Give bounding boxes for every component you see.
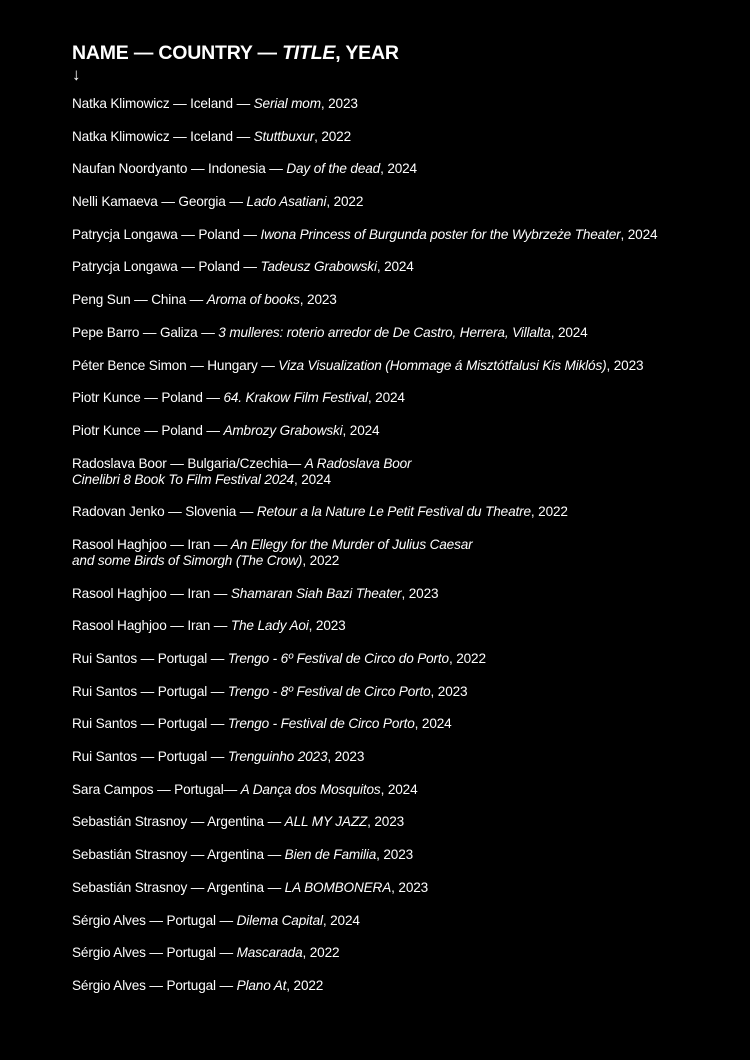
list-item [72, 292, 742, 308]
entry-year: , 2023 [367, 814, 405, 830]
list-item [72, 978, 742, 994]
list-item [72, 684, 742, 700]
list-item [72, 945, 742, 961]
entry-year: , 2023 [376, 847, 414, 863]
entry-author-country: Naufan Noordyanto — Indonesia — [72, 161, 287, 177]
entry-year: , 2023 [391, 879, 429, 895]
list-item [72, 651, 742, 667]
entry-title: 64. Krakow Film Festival [223, 390, 368, 406]
entry-author-country: Rui Santos — Portugal — [72, 651, 228, 666]
entry-second-line [72, 553, 742, 569]
entry-author-country: Rui Santos — Portugal — [72, 716, 228, 732]
entry-title: Shamaran Siah Bazi Theater [230, 585, 402, 601]
entry-year: , 2023 [327, 749, 365, 765]
entry-author-country: Pepe Barro — Galiza — [72, 324, 219, 340]
entry-title: An Ellegy for the Murder of Julius Caesar [230, 536, 473, 552]
header-name: NAME [72, 42, 129, 64]
list-item [72, 358, 742, 374]
list-item [72, 129, 742, 145]
entry-year: , 2022 [302, 552, 340, 568]
page-header [72, 42, 742, 64]
entry-title: Lado Asatiani [246, 194, 327, 210]
entry-year: , 2024 [620, 226, 658, 242]
list-item [72, 456, 742, 488]
list-item [72, 782, 742, 798]
entry-author-country: Natka Klimowicz — Iceland — [72, 96, 254, 111]
entry-author-country: Péter Bence Simon — Hungary — [72, 357, 279, 373]
entry-author-country: Natka Klimowicz — Iceland — [72, 128, 254, 144]
entry-year: , 2022 [530, 504, 568, 520]
entry-title: Tadeusz Grabowski [260, 259, 377, 275]
list-item [72, 390, 742, 406]
header-year: , YEAR [335, 42, 399, 64]
entry-title: Trengo - 8º Festival de Circo Porto [227, 683, 431, 699]
entry-title: A Radoslava Boor [304, 455, 412, 471]
entry-title: Viza Visualization (Hommage á Misztótfalusi Kis Miklós) [278, 357, 607, 373]
list-item [72, 847, 742, 863]
list-item [72, 504, 742, 520]
entry-title: Plano At [236, 977, 287, 993]
entry-year: , 2024 [293, 471, 331, 487]
list-item [72, 96, 742, 112]
entry-author-country: Peng Sun — China — [72, 292, 207, 308]
list-item [72, 161, 742, 177]
entry-author-country: Rasool Haghjoo — Iran — [72, 585, 231, 601]
list-item [72, 586, 742, 602]
entry-title: LA BOMBONERA [284, 879, 392, 895]
list-item [72, 227, 742, 243]
entry-title: 3 mulleres: roterio arredor de De Castro, Herrera, Villalta [218, 324, 551, 340]
entry-author-country: Rasool Haghjoo — Iran — [72, 536, 231, 552]
list-item [72, 423, 742, 439]
entry-list [72, 96, 742, 994]
entry-title: A Dança dos Mosquitos [240, 781, 381, 797]
entry-year: , 2023 [606, 357, 644, 373]
list-item [72, 259, 742, 275]
entry-title: Bien de Familia [284, 847, 377, 863]
entry-title: Serial mom [253, 96, 321, 111]
entry-year: , 2022 [314, 128, 352, 144]
entry-year: , 2022 [286, 977, 324, 993]
entry-author-country: Rasool Haghjoo — Iran — [72, 618, 231, 634]
entry-title: Stuttbuxur [253, 128, 315, 144]
entry-title: Day of the dead [286, 161, 381, 177]
entry-title: Trenguinho 2023 [227, 749, 328, 765]
entry-author-country: Sara Campos — Portugal— [72, 781, 241, 797]
header-dash-1: — [128, 42, 159, 64]
entry-author-country: Sérgio Alves — Portugal — [72, 912, 237, 928]
header-dash-2: — [252, 42, 283, 64]
entry-title: Retour a la Nature Le Petit Festival du Theatre [256, 504, 531, 520]
entry-year: , 2024 [380, 161, 417, 177]
entry-author-country: Sérgio Alves — Portugal — [72, 945, 237, 961]
entry-author-country: Nelli Kamaeva — Georgia — [72, 194, 247, 210]
entry-year: , 2023 [299, 292, 337, 308]
arrow-down-icon: ↓ [72, 65, 81, 84]
entry-title: Trengo - 6º Festival de Circo do Porto [227, 651, 449, 666]
entry-title: The Lady Aoi [230, 618, 309, 634]
entry-year: , 2023 [320, 96, 358, 111]
entry-title: Iwona Princess of Burgunda poster for the Wybrzeże Theater [260, 226, 621, 242]
entry-author-country: Piotr Kunce — Poland — [72, 422, 224, 438]
entry-author-country: Piotr Kunce — Poland — [72, 390, 224, 406]
list-item [72, 537, 742, 569]
entry-title: Mascarada [236, 945, 303, 961]
entry-year: , 2022 [302, 945, 340, 961]
list-item [72, 749, 742, 765]
catalog-page [72, 42, 742, 1011]
entry-year: , 2024 [550, 324, 588, 340]
entry-title: Dilema Capital [236, 912, 323, 928]
list-item [72, 814, 742, 830]
entry-title: Ambrozy Grabowski [223, 422, 343, 438]
entry-author-country: Sebastián Strasnoy — Argentina — [72, 847, 285, 863]
list-item [72, 325, 742, 341]
entry-author-country: Sebastián Strasnoy — Argentina — [72, 879, 285, 895]
entry-year: , 2024 [367, 390, 405, 406]
entry-author-country: Sérgio Alves — Portugal — [72, 977, 237, 993]
entry-author-country: Rui Santos — Portugal — [72, 749, 228, 765]
entry-author-country: Sebastián Strasnoy — Argentina — [72, 814, 285, 830]
entry-year: , 2024 [380, 781, 418, 797]
entry-year: , 2024 [342, 422, 380, 438]
list-item [72, 716, 742, 732]
list-item [72, 913, 742, 929]
entry-second-line [72, 472, 742, 488]
entry-year: , 2024 [414, 716, 452, 732]
entry-title: Aroma of books [206, 292, 300, 308]
list-item [72, 194, 742, 210]
entry-author-country: Radovan Jenko — Slovenia — [72, 504, 257, 520]
entry-year: , 2023 [401, 585, 439, 601]
entry-title-continued: and some Birds of Simorgh (The Crow) [72, 552, 303, 568]
entry-year: , 2022 [448, 651, 486, 666]
entry-title: ALL MY JAZZ [284, 814, 368, 830]
entry-author-country: Patrycja Longawa — Poland — [72, 259, 261, 275]
entry-year: , 2024 [322, 912, 360, 928]
entry-title: Trengo - Festival de Circo Porto [227, 716, 415, 732]
entry-year: , 2023 [430, 683, 468, 699]
list-item [72, 880, 742, 896]
entry-author-country: Radoslava Boor — Bulgaria/Czechia— [72, 455, 305, 471]
entry-year: , 2024 [376, 259, 414, 275]
entry-author-country: Rui Santos — Portugal — [72, 683, 228, 699]
entry-year: , 2023 [308, 618, 346, 634]
list-item [72, 618, 742, 634]
header-country: COUNTRY [158, 42, 253, 64]
entry-year: , 2022 [326, 194, 364, 210]
header-title: TITLE [282, 42, 336, 64]
entry-title-continued: Cinelibri 8 Book To Film Festival 2024 [72, 471, 294, 487]
entry-author-country: Patrycja Longawa — Poland — [72, 226, 261, 242]
